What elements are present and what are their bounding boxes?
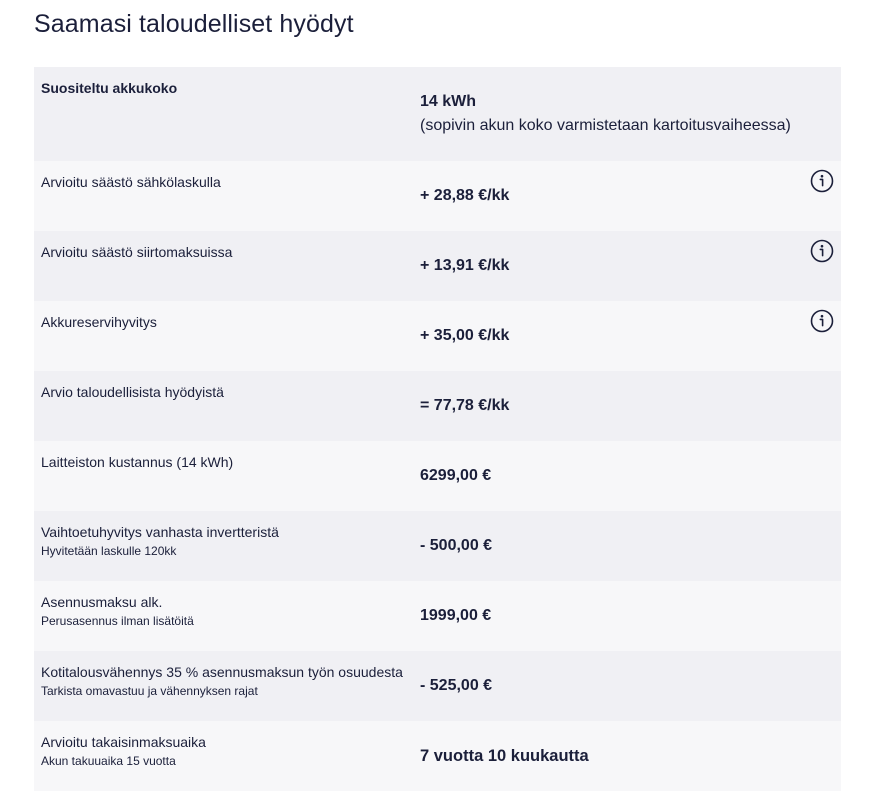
table-row-inverter-trade-in-credit <box>34 511 841 581</box>
row-value-column <box>420 745 810 767</box>
row-label-column <box>41 313 411 331</box>
info-icon[interactable] <box>810 239 834 263</box>
row-sublabel: Perusasennus ilman lisätöitä <box>41 614 194 628</box>
row-label-column <box>41 173 411 191</box>
table-row-transfer-fee-savings <box>34 231 841 301</box>
row-value-column <box>420 675 810 697</box>
row-value-column <box>420 605 810 627</box>
row-value: 7 vuotta 10 kuukautta <box>420 747 589 765</box>
row-label: Laitteiston kustannus (14 kWh) <box>41 454 234 470</box>
row-value: + 28,88 €/kk <box>420 187 510 204</box>
row-value-column <box>420 535 810 557</box>
row-label-column <box>41 453 411 471</box>
row-value-column <box>420 185 810 207</box>
table-row-recommended-battery-size <box>34 67 841 161</box>
row-label: Suositeltu akkukoko <box>41 80 178 96</box>
row-value: 6299,00 € <box>420 467 492 484</box>
row-sublabel: Tarkista omavastuu ja vähennyksen rajat <box>41 684 258 698</box>
table-row-electricity-bill-savings <box>34 161 841 231</box>
row-value: = 77,78 €/kk <box>420 397 510 414</box>
row-value-column <box>420 255 810 277</box>
table-row-battery-reserve-credit <box>34 301 841 371</box>
row-value: - 500,00 € <box>420 537 493 554</box>
row-label: Akkureservihyvitys <box>41 314 157 330</box>
row-label-column <box>41 383 411 401</box>
row-value-note: (sopivin akun koko varmistetaan kartoitusvaiheessa) <box>420 117 791 134</box>
row-label-column <box>41 243 411 261</box>
benefits-table <box>34 67 841 791</box>
row-label: Arvioitu takaisinmaksuaika <box>41 734 206 750</box>
row-label-column <box>41 733 411 769</box>
row-value: + 13,91 €/kk <box>420 257 510 274</box>
row-label-column <box>41 593 411 629</box>
row-label: Vaihtoetuhyvitys vanhasta invertteristä <box>41 524 279 540</box>
row-value-column <box>420 395 810 417</box>
row-label: Kotitalousvähennys 35 % asennusmaksun työn osuudesta <box>41 664 403 680</box>
table-row-equipment-cost <box>34 441 841 511</box>
table-row-payback-time <box>34 721 841 791</box>
row-label-column <box>41 523 411 559</box>
row-label-column <box>41 79 411 97</box>
row-value-column <box>420 325 810 347</box>
row-sublabel: Akun takuuaika 15 vuotta <box>41 754 176 768</box>
row-sublabel: Hyvitetään laskulle 120kk <box>41 544 177 558</box>
row-value: - 525,00 € <box>420 677 493 694</box>
table-row-total-benefits <box>34 371 841 441</box>
info-icon[interactable] <box>810 309 834 333</box>
table-row-installation-fee <box>34 581 841 651</box>
row-label: Arvioitu säästö sähkölaskulla <box>41 174 221 190</box>
row-label-column <box>41 663 411 699</box>
row-label: Arvioitu säästö siirtomaksuissa <box>41 244 233 260</box>
row-label: Asennusmaksu alk. <box>41 594 163 610</box>
row-label: Arvio taloudellisista hyödyistä <box>41 384 224 400</box>
row-value: 14 kWh <box>420 93 477 110</box>
row-value: 1999,00 € <box>420 607 492 624</box>
row-value-column <box>420 91 810 137</box>
row-value: + 35,00 €/kk <box>420 327 510 344</box>
info-icon[interactable] <box>810 169 834 193</box>
row-value-column <box>420 465 810 487</box>
table-row-household-deduction <box>34 651 841 721</box>
page-title: Saamasi taloudelliset hyödyt <box>34 10 354 38</box>
